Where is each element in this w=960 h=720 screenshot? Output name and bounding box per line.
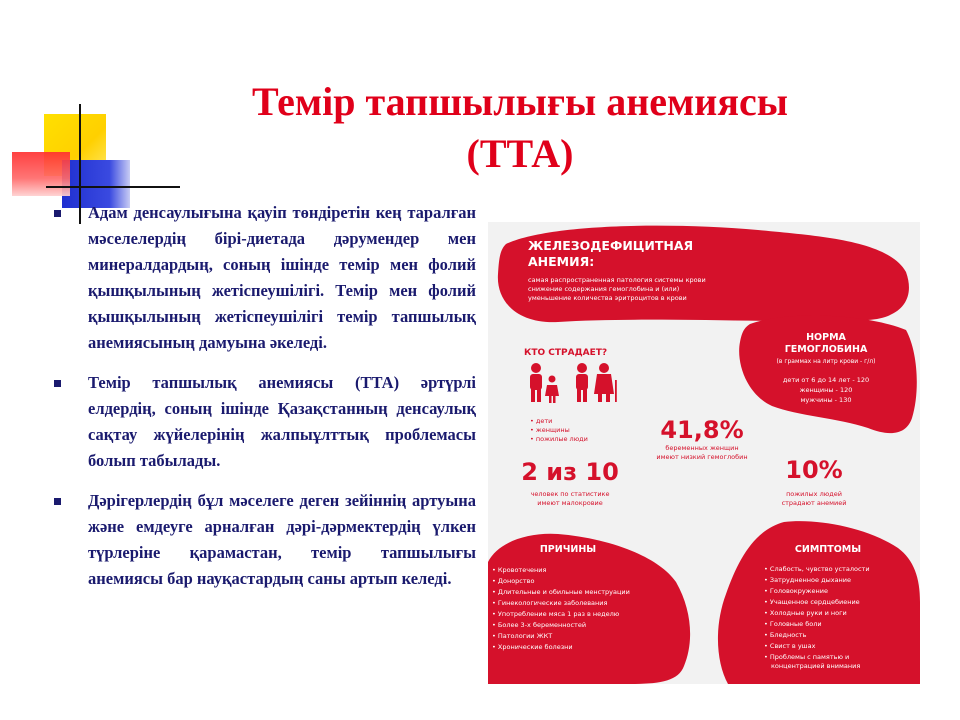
- symptom-item: • Головные боли: [764, 620, 822, 628]
- decor-horizontal-line: [46, 186, 180, 188]
- stat-ratio-desc: имеют малокровие: [537, 499, 603, 507]
- decor-red-square: [12, 152, 70, 196]
- header-title-1: ЖЕЛЕЗОДЕФИЦИТНАЯ: [528, 238, 694, 253]
- cause-item: • Кровотечения: [492, 566, 547, 574]
- symptom-item: • Свист в ушах: [764, 642, 816, 650]
- who-list-item: • пожилые люди: [530, 435, 588, 443]
- causes-title: ПРИЧИНЫ: [539, 544, 597, 555]
- bullet-text: Адам денсаулығына қауіп төндіретін кең таралған мәселелердің бірі-диетада дәрумендер мен минералдардың, соның ішінде темір мен фолий қышқылының жетіспеушілігі. Темір мен фолий қышқылының жетіспеушілігі темір тапшылық анемиясының дамуына әкеледі.: [88, 203, 476, 352]
- symptom-item: • Учащенное сердцебиение: [764, 598, 860, 606]
- bullet-item: [52, 488, 476, 592]
- stat-pregnant-value: 41,8%: [660, 416, 744, 444]
- symptom-item: • Затрудненное дыхание: [764, 576, 852, 584]
- norm-title-2: ГЕМОГЛОБИНА: [784, 344, 868, 355]
- who-list-item: • женщины: [530, 426, 570, 434]
- bullet-square-icon: [54, 498, 61, 505]
- bullet-square-icon: [54, 380, 61, 387]
- who-title: КТО СТРАДАЕТ?: [524, 348, 608, 358]
- bullet-square-icon: [54, 210, 61, 217]
- cause-item: • Длительные и обильные менструации: [492, 588, 630, 596]
- norm-subtitle: (в граммах на литр крови - г/л): [776, 358, 876, 365]
- symptom-item: • Бледность: [764, 631, 807, 639]
- anemia-infographic: [488, 222, 920, 684]
- symptom-item: • Слабость, чувство усталости: [764, 565, 870, 573]
- bullet-item: [52, 200, 476, 356]
- cause-item: • Употребление мяса 1 раз в неделю: [492, 610, 620, 618]
- slide-title: [140, 76, 900, 180]
- stat-elderly-desc: пожилых людей: [786, 490, 842, 498]
- header-title-2: АНЕМИЯ:: [528, 254, 595, 269]
- header-desc-line: уменьшение количества эритроцитов в крови: [528, 294, 687, 302]
- cause-item: • Хронические болезни: [492, 643, 573, 651]
- bullet-text: Дәрігерлердің бұл мәселеге деген зейіннің артуына және емдеуге арналған дәрі-дәрмектердің үлкен түрлеріне қарамастан, темір тапшылығы анемиясы бар науқастардың саны артып келеді.: [88, 491, 476, 588]
- norm-line: женщины - 120: [799, 386, 853, 394]
- stat-ratio-value: 2 из 10: [521, 458, 619, 486]
- stat-pregnant-desc: имеют низкий гемоглобин: [656, 453, 748, 461]
- bullet-item: [52, 370, 476, 474]
- symptom-item: концентрацией внимания: [771, 662, 861, 670]
- cause-item: • Донорство: [492, 577, 535, 585]
- slide-title-line1: Темір тапшылығы анемиясы: [252, 79, 788, 124]
- symptom-item: • Холодные руки и ноги: [764, 609, 847, 617]
- cause-item: • Гинекологические заболевания: [492, 599, 608, 607]
- bullet-list: [52, 200, 476, 606]
- norm-line: мужчины - 130: [800, 396, 852, 404]
- header-desc-line: самая распространенная патология системы крови: [528, 276, 706, 284]
- who-list-item: • дети: [530, 417, 553, 425]
- cause-item: • Патологии ЖКТ: [492, 632, 553, 640]
- symptoms-title: СИМПТОМЫ: [794, 544, 862, 555]
- stat-elderly-value: 10%: [785, 456, 843, 484]
- symptom-item: • Головокружение: [764, 587, 829, 595]
- cause-item: • Более 3-х беременностей: [492, 621, 587, 629]
- norm-line: дети от 6 до 14 лет - 120: [782, 376, 870, 384]
- slide-title-line2: (ТТА): [466, 131, 574, 176]
- stat-ratio-desc: человек по статистике: [530, 490, 610, 498]
- symptom-item: • Проблемы с памятью и: [764, 653, 850, 661]
- norm-title-1: НОРМА: [806, 332, 846, 343]
- header-desc-line: снижение содержания гемоглобина и (или): [528, 285, 680, 293]
- stat-elderly-desc: страдают анемией: [781, 499, 847, 507]
- bullet-text: Темір тапшылық анемиясы (ТТА) әртүрлі елдердің, соның ішінде Қазақстанның денсаулық сақтау жүйелерінің жалпыұлттық проблемасы болып табылады.: [88, 373, 476, 470]
- stat-pregnant-desc: беременных женщин: [665, 444, 739, 452]
